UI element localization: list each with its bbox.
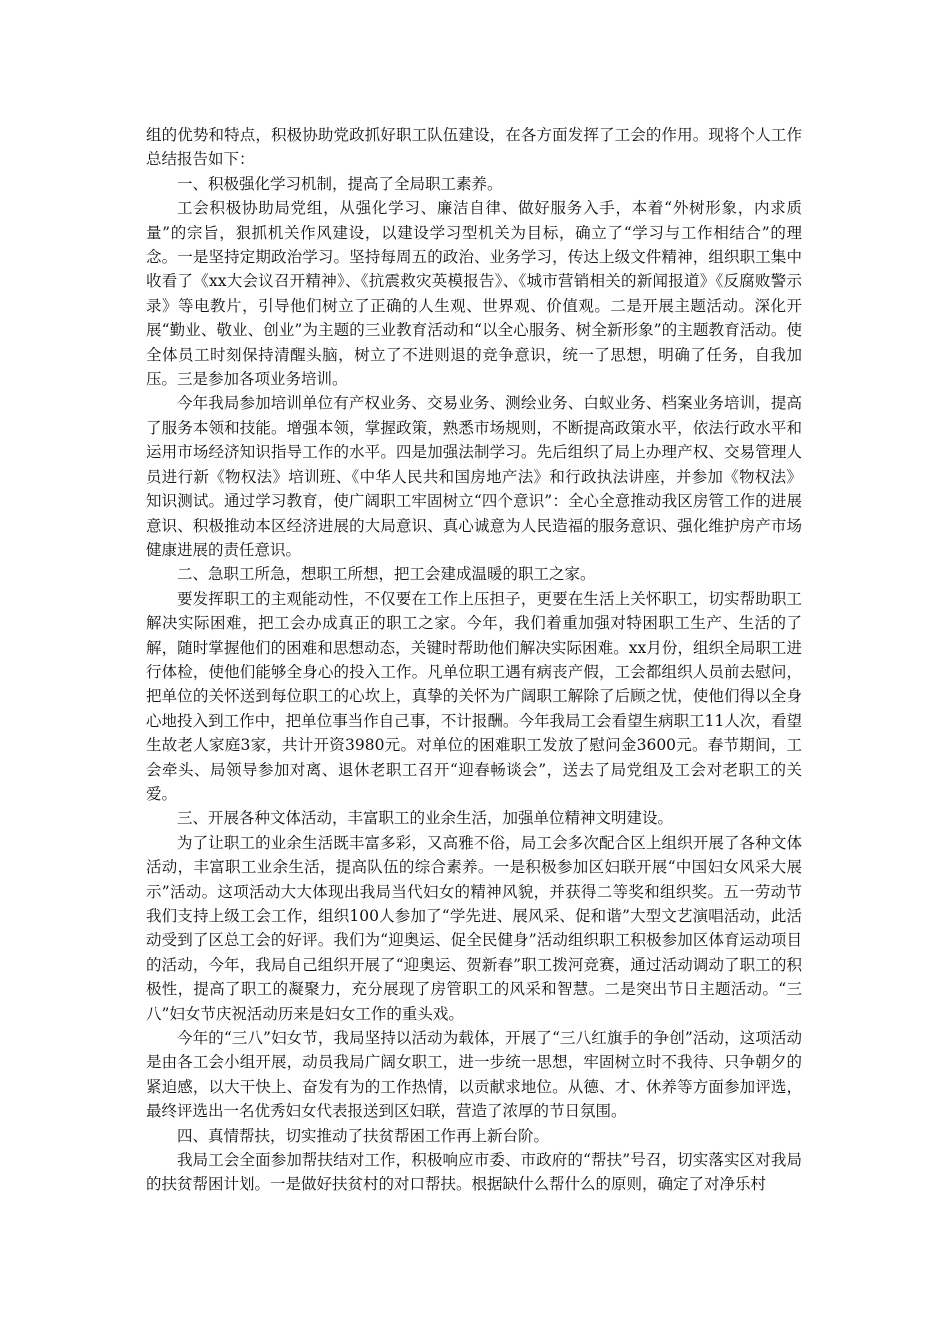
- paragraph-womens-day: 今年的“三八”妇女节，我局坚持以活动为载体，开展了“三八红旗手的争创”活动，这项活动是由各工会小组开展，动员我局广阔女职工，进一步统一思想，牢固树立时不我待、只争朝夕的紧迫感，以大干快上、奋发有为的工作热情，以贡献求地位。从德、才、休养等方面参加评选，最终评选出一名优秀妇女代表报送到区妇联，营造了浓厚的节日氛围。: [146, 1029, 802, 1121]
- paragraph-worker-care: 要发挥职工的主观能动性，不仅要在工作上压担子，更要在生活上关怀职工，切实帮助职工解决实际困难，把工会办成真正的职工之家。今年，我们着重加强对特困职工生产、生活的了解，随时掌握他们的困难和思想动态，关键时帮助他们解决实际困难。xx月份，组织全局职工进行体检，使他们能够全身心的投入工作。凡单位职工遇有病丧产假，工会都组织人员前去慰问，把单位的关怀送到每位职工的心坎上，真挚的关怀为广阔职工解除了后顾之忧，使他们得以全身心地投入到工作中，把单位事当作自己事，不计报酬。今年我局工会看望生病职工11人次，看望生故老人家庭3家，共计开资3980元。对单位的困难职工发放了慰问金3600元。春节期间，工会牵头、局领导参加对离、退休老职工召开“迎春畅谈会”，送去了局党组及工会对老职工的关爱。: [146, 589, 802, 803]
- section-heading-3: 三、开展各种文体活动，丰富职工的业余生活，加强单位精神文明建设。: [177, 809, 674, 828]
- paragraph-poverty-assistance: 我局工会全面参加帮扶结对工作，积极响应市委、市政府的“帮扶”号召，切实落实区对我局的扶贫帮困计划。一是做好扶贫村的对口帮扶。根据缺什么帮什么的原则，确定了对净乐村: [146, 1151, 802, 1194]
- paragraph-training: 今年我局参加培训单位有产权业务、交易业务、测绘业务、白蚁业务、档案业务培训，提高了服务本领和技能。增强本领，掌握政策，熟悉市场规则，不断提高政策水平，依法行政水平和运用市场经济知识指导工作的水平。四是加强法制学习。先后组织了局上办理产权、交易管理人员进行新《物权法》培训班、《中华人民共和国房地产法》和行政执法讲座，并参加《物权法》知识测试。通过学习教育，使广阔职工牢固树立“四个意识”：全心全意推动我区房管工作的进展意识、积极推动本区经济进展的大局意识、真心诚意为人民造福的服务意识、强化维护房产市场健康进展的责任意识。: [146, 394, 802, 559]
- paragraph-study-mechanism: 工会积极协助局党组，从强化学习、廉洁自律、做好服务入手，本着“外树形象，内求质量”的宗旨，狠抓机关作风建设，以建设学习型机关为目标，确立了“学习与工作相结合”的理念。一是坚持定期政治学习。坚持每周五的政治、业务学习，传达上级文件精神，组织职工集中收看了《xx大会议召开精神》、《抗震救灾英模报告》、《城市营销相关的新闻报道》《反腐败警示录》等电教片，引导他们树立了正确的人生观、世界观、价值观。二是开展主题活动。深化开展“勤业、敬业、创业”为主题的三业教育活动和“以全心服务、树全新形象”的主题教育活动。使全体员工时刻保持清醒头脑，树立了不进则退的竞争意识，统一了思想，明确了任务，自我加压。三是参加各项业务培训。: [146, 199, 802, 389]
- paragraph-intro-continuation: 组的优势和特点，积极协助党政抓好职工队伍建设，在各方面发挥了工会的作用。现将个人工作总结报告如下：: [146, 126, 802, 169]
- section-heading-1: 一、积极强化学习机制，提高了全局职工素养。: [177, 174, 503, 193]
- section-heading-4: 四、真情帮扶，切实推动了扶贫帮困工作再上新台阶。: [177, 1126, 550, 1145]
- section-heading-2: 二、急职工所急，想职工所想，把工会建成温暖的职工之家。: [177, 565, 596, 584]
- paragraph-cultural-activities: 为了让职工的业余生活既丰富多彩，又高雅不俗，局工会多次配合区上组织开展了各种文体活动，丰富职工业余生活，提高队伍的综合素养。一是积极参加区妇联开展“中国妇女风采大展示”活动。这项活动大大体现出我局当代妇女的精神风貌，并获得二等奖和组织奖。五一劳动节我们支持上级工会工作，组织100人参加了“学先进、展风采、促和谐”大型文艺演唱活动，此活动受到了区总工会的好评。我们为“迎奥运、促全民健身”活动组织职工积极参加区体育运动项目的活动，今年，我局自己组织开展了“迎奥运、贺新春”职工拨河竞赛，通过活动调动了职工的积极性，提高了职工的凝聚力，充分展现了房管职工的风采和智慧。二是突出节日主题活动。“三八”妇女节庆祝活动历来是妇女工作的重头戏。: [146, 833, 802, 1023]
- document-page: [146, 123, 802, 1197]
